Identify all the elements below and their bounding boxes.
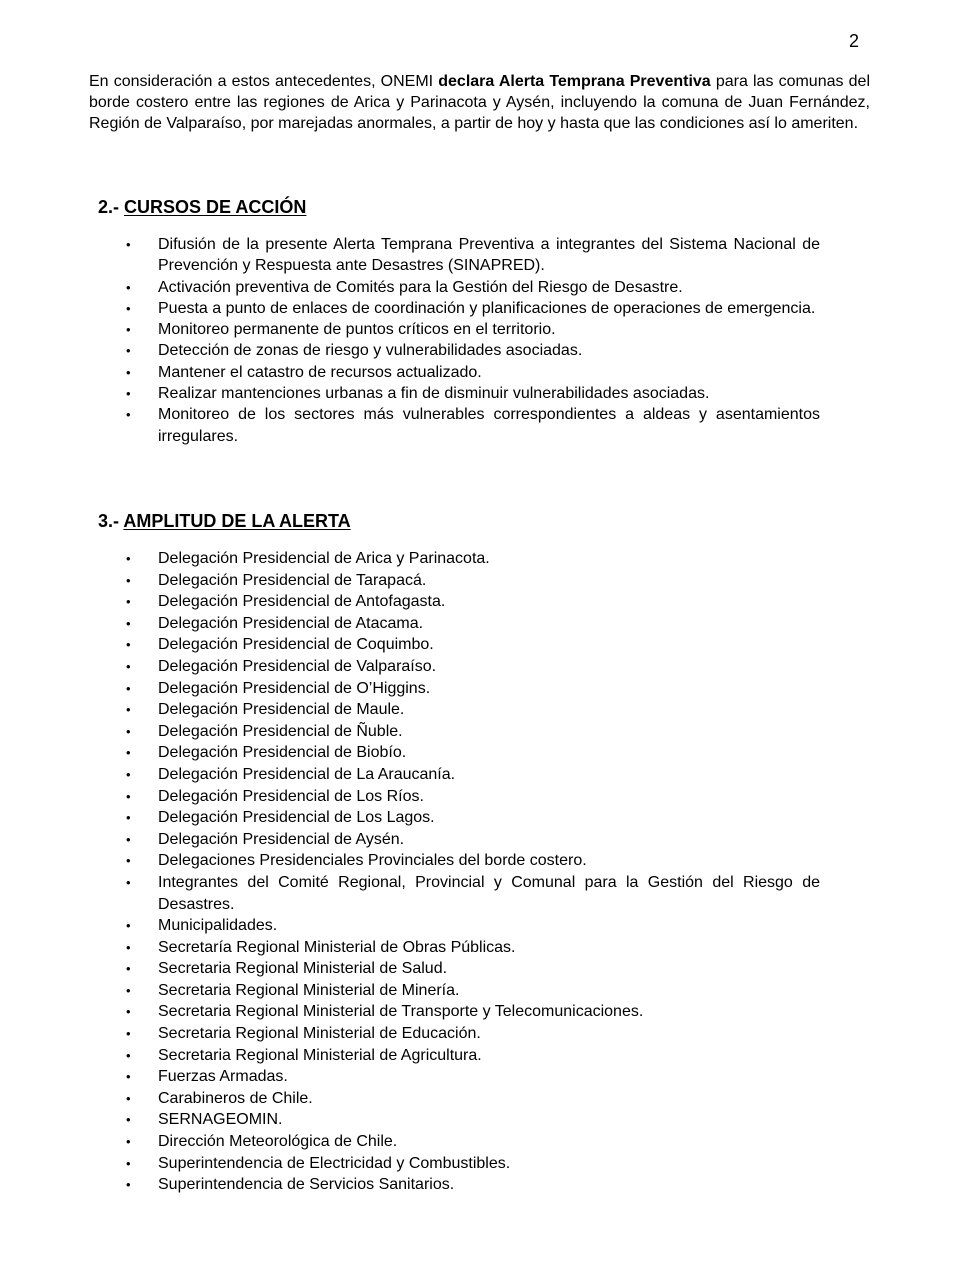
bullet-icon: • (126, 364, 131, 380)
list-item (126, 613, 820, 635)
list-item (126, 872, 820, 915)
list-item-text: Realizar mantenciones urbanas a fin de disminuir vulnerabilidades asociadas. (158, 385, 710, 403)
list-item-text: Difusión de la presente Alerta Temprana Preventiva a integrantes del Sistema Nacional de Prevención y Respuesta ante Desastres (SINAPRED). (158, 236, 820, 275)
bullet-icon: • (126, 788, 131, 804)
bullet-icon: • (126, 300, 131, 316)
list-item-text: Delegación Presidencial de O’Higgins. (158, 679, 431, 697)
list-item-text: Carabineros de Chile. (158, 1089, 313, 1107)
list-item (126, 1174, 820, 1196)
bullet-icon: • (126, 1047, 131, 1063)
bullet-icon: • (126, 1004, 131, 1020)
bullet-icon: • (126, 702, 131, 718)
section-3-title: AMPLITUD DE LA ALERTA (123, 511, 351, 531)
bullet-icon: • (126, 1069, 131, 1085)
bullet-icon: • (126, 594, 131, 610)
list-item-text: Superintendencia de Electricidad y Combustibles. (158, 1154, 511, 1172)
list-item (126, 764, 820, 786)
bullet-icon: • (126, 961, 131, 977)
list-item-text: Delegación Presidencial de Maule. (158, 701, 405, 719)
bullet-icon: • (126, 939, 131, 955)
intro-text-end: para las comunas del borde costero entre las regiones de Arica y Parinacota y Aysén, incluyendo la comuna de Juan Fernández, Región de Valparaíso, por marejadas anormales, a partir de hoy y hasta que las condiciones así lo ameriten. (89, 73, 870, 132)
list-item-text: Secretaría Regional Ministerial de Obras Públicas. (158, 938, 516, 956)
list-item (126, 548, 820, 570)
bullet-icon: • (126, 982, 131, 998)
list-item-text: Delegación Presidencial de Tarapacá. (158, 571, 427, 589)
list-item-text: Superintendencia de Servicios Sanitarios. (158, 1176, 455, 1194)
list-item-text: Municipalidades. (158, 917, 278, 935)
list-item (126, 1153, 820, 1175)
list-item (126, 742, 820, 764)
bullet-icon: • (126, 386, 131, 402)
list-item (126, 404, 820, 447)
section-3-number: 3.- (98, 511, 120, 531)
list-item-text: Delegación Presidencial de Los Lagos. (158, 809, 435, 827)
list-item-text: Monitoreo permanente de puntos críticos en el territorio. (158, 321, 556, 339)
list-item (126, 319, 820, 340)
bullet-icon: • (126, 615, 131, 631)
bullet-icon: • (126, 551, 131, 566)
list-item-text: Puesta a punto de enlaces de coordinación y planificaciones de operaciones de emergencia. (158, 299, 816, 317)
list-item-text: Delegación Presidencial de La Araucanía. (158, 765, 456, 783)
intro-bold-declaration: declara Alerta Temprana Preventiva (438, 73, 711, 90)
bullet-icon: • (126, 637, 131, 653)
list-item (126, 721, 820, 743)
list-item (126, 915, 820, 937)
list-item (126, 1001, 820, 1023)
list-item (126, 298, 820, 319)
list-item-text: Monitoreo de los sectores más vulnerables correspondientes a aldeas y asentamientos irregulares. (158, 406, 820, 445)
list-item-text: Delegación Presidencial de Atacama. (158, 614, 424, 632)
list-item (126, 850, 820, 872)
intro-paragraph (89, 71, 870, 134)
bullet-icon: • (126, 874, 131, 890)
section-2-heading (98, 196, 306, 218)
list-item-text: Fuerzas Armadas. (158, 1068, 288, 1086)
list-item (126, 1045, 820, 1067)
list-item (126, 829, 820, 851)
list-item-text: Delegación Presidencial de Valparaíso. (158, 657, 437, 675)
list-item (126, 678, 820, 700)
list-item (126, 1131, 820, 1153)
list-item-text: Delegación Presidencial de Antofagasta. (158, 593, 446, 611)
page-number: 2 (849, 31, 860, 51)
bullet-icon: • (126, 853, 131, 869)
list-item-text: Secretaria Regional Ministerial de Salud. (158, 960, 448, 978)
list-item-text: Secretaria Regional Ministerial de Transporte y Telecomunicaciones. (158, 1003, 644, 1021)
list-item (126, 1023, 820, 1045)
list-item-text: Delegación Presidencial de Aysén. (158, 830, 405, 848)
list-item-text: Detección de zonas de riesgo y vulnerabilidades asociadas. (158, 342, 583, 360)
list-item (126, 591, 820, 613)
bullet-icon: • (126, 237, 131, 252)
list-item-text: Secretaria Regional Ministerial de Agricultura. (158, 1046, 482, 1064)
section-2-number: 2.- (98, 197, 120, 217)
bullet-icon: • (126, 680, 131, 696)
list-item (126, 807, 820, 829)
list-item (126, 234, 820, 277)
bullet-icon: • (126, 572, 131, 588)
bullet-icon: • (126, 1112, 131, 1128)
list-item (126, 786, 820, 808)
section-3-heading (98, 510, 351, 532)
bullet-icon: • (126, 1026, 131, 1042)
bullet-icon: • (126, 745, 131, 761)
bullet-icon: • (126, 322, 131, 338)
list-item (126, 656, 820, 678)
list-item (126, 634, 820, 656)
bullet-icon: • (126, 831, 131, 847)
list-item (126, 937, 820, 959)
list-item-text: Mantener el catastro de recursos actualizado. (158, 363, 482, 381)
list-item (126, 958, 820, 980)
bullet-icon: • (126, 279, 131, 295)
bullet-icon: • (126, 1090, 131, 1106)
list-item-text: Delegaciones Presidenciales Provinciales del borde costero. (158, 852, 587, 870)
list-item-text: Dirección Meteorológica de Chile. (158, 1133, 398, 1151)
bullet-icon: • (126, 1155, 131, 1171)
bullet-icon: • (126, 723, 131, 739)
section-3-list (126, 548, 820, 1196)
bullet-icon: • (126, 658, 131, 674)
list-item-text: SERNAGEOMIN. (158, 1111, 283, 1129)
list-item-text: Delegación Presidencial de Los Ríos. (158, 787, 424, 805)
list-item-text: Activación preventiva de Comités para la Gestión del Riesgo de Desastre. (158, 278, 683, 296)
bullet-icon: • (126, 810, 131, 826)
list-item-text: Delegación Presidencial de Ñuble. (158, 722, 403, 740)
section-2-title: CURSOS DE ACCIÓN (124, 197, 307, 217)
bullet-icon: • (126, 343, 131, 359)
list-item (126, 699, 820, 721)
bullet-icon: • (126, 766, 131, 782)
list-item (126, 570, 820, 592)
section-2-list (126, 234, 820, 447)
intro-text-start: En consideración a estos antecedentes, ONEMI (89, 73, 439, 90)
list-item-text: Integrantes del Comité Regional, Provincial y Comunal para la Gestión del Riesgo de Desastres. (158, 873, 820, 913)
list-item (126, 980, 820, 1002)
list-item (126, 340, 820, 361)
list-item-text: Delegación Presidencial de Coquimbo. (158, 636, 434, 654)
list-item-text: Secretaria Regional Ministerial de Educación. (158, 1025, 481, 1043)
list-item-text: Delegación Presidencial de Arica y Parinacota. (158, 550, 490, 567)
bullet-icon: • (126, 1134, 131, 1150)
bullet-icon: • (126, 918, 131, 934)
list-item-text: Secretaria Regional Ministerial de Minería. (158, 981, 460, 999)
bullet-icon: • (126, 1177, 131, 1193)
bullet-icon: • (126, 407, 131, 423)
list-item (126, 383, 820, 404)
list-item (126, 1109, 820, 1131)
list-item (126, 362, 820, 383)
list-item (126, 277, 820, 298)
list-item (126, 1088, 820, 1110)
list-item-text: Delegación Presidencial de Biobío. (158, 744, 407, 762)
list-item (126, 1066, 820, 1088)
